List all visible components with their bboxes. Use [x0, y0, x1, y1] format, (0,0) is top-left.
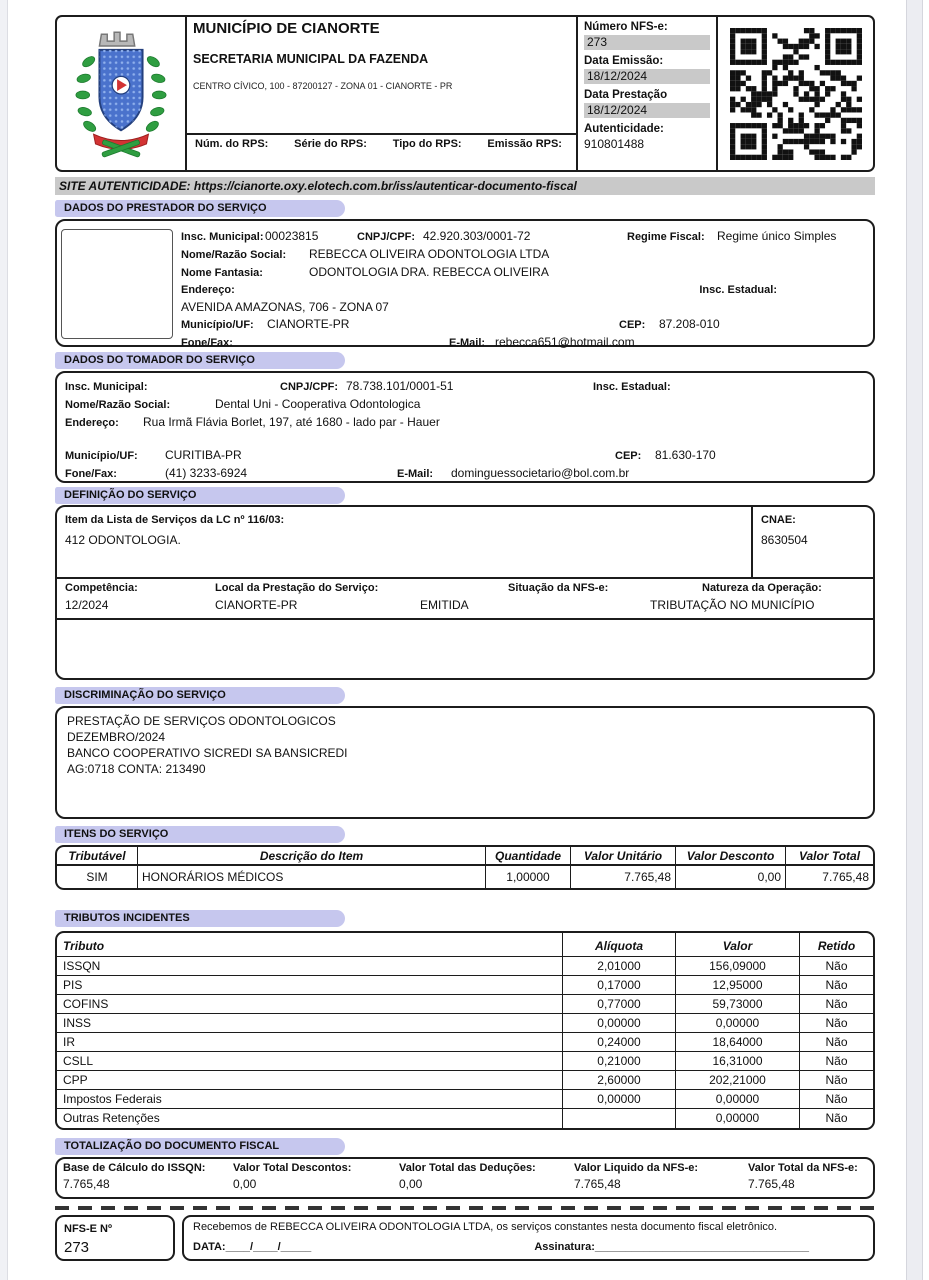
tributo-valor: 0,00000 — [675, 1109, 799, 1128]
discriminacao-line: DEZEMBRO/2024 — [67, 730, 166, 744]
tributo-aliquota: 0,00000 — [562, 1090, 675, 1109]
valor-liquido-label: Valor Liquido da NFS-e: — [574, 1162, 699, 1174]
municipality-logo-cell — [57, 17, 187, 170]
tributo-valor: 0,00000 — [675, 1014, 799, 1033]
col-header-descricao: Descrição do Item — [137, 847, 485, 866]
tomador-municipio-value: CURITIBA-PR — [165, 448, 242, 462]
tomador-cep-value: 81.630-170 — [655, 448, 716, 462]
email-label: E-Mail: — [449, 337, 486, 349]
valor-liquido-value: 7.765,48 — [574, 1177, 621, 1191]
nfse-stub-box — [55, 1215, 175, 1261]
tomador-email-value: dominguessocietario@bol.com.br — [451, 466, 630, 480]
nfse-document — [55, 15, 875, 1261]
section-header-prestador: DADOS DO PRESTADOR DO SERVIÇO — [55, 200, 345, 217]
itens-table — [55, 845, 875, 890]
rps-emission-label: Emissão RPS: — [487, 138, 562, 150]
tributo-retido: Não — [799, 1071, 873, 1090]
scrollbar-track[interactable] — [906, 0, 923, 1280]
tomador-endereco-label: Endereço: — [65, 417, 119, 429]
cep-label: CEP: — [619, 319, 646, 331]
total-deducoes-value: 0,00 — [399, 1177, 423, 1191]
tributo-retido: Não — [799, 1052, 873, 1071]
competencia-label: Competência: — [65, 582, 138, 594]
discriminacao-line: BANCO COOPERATIVO SICREDI SA BANSICREDI — [67, 746, 348, 760]
cnpj-label: CNPJ/CPF: — [357, 231, 416, 243]
col-header-aliquota: Alíquota — [562, 933, 675, 957]
col-header-quantidade: Quantidade — [485, 847, 570, 866]
tributo-retido: Não — [799, 995, 873, 1014]
tributo-valor: 16,31000 — [675, 1052, 799, 1071]
tributo-nome: ISSQN — [57, 957, 562, 976]
page-left-edge — [0, 0, 8, 1280]
tributo-aliquota: 0,77000 — [562, 995, 675, 1014]
coat-of-arms-logo — [72, 24, 170, 164]
tributo-aliquota: 0,17000 — [562, 976, 675, 995]
tomador-insc-municipal-label: Insc. Municipal: — [65, 381, 148, 393]
crown-icon — [99, 32, 134, 46]
provision-date-label: Data Prestação — [584, 89, 668, 101]
tributo-valor: 156,09000 — [675, 957, 799, 976]
competencia-value: 12/2024 — [65, 598, 109, 612]
nfse-stub-label: NFS-E Nº — [64, 1223, 113, 1235]
secretary-name: SECRETARIA MUNICIPAL DA FAZENDA — [193, 52, 429, 66]
tributo-valor: 18,64000 — [675, 1033, 799, 1052]
tributo-retido: Não — [799, 1014, 873, 1033]
item-tributavel: SIM — [86, 870, 108, 884]
col-header-retido: Retido — [799, 933, 873, 957]
service-item-label: Item da Lista de Serviços da LC nº 116/03: — [65, 514, 285, 526]
section-header-tributos: TRIBUTOS INCIDENTES — [55, 910, 345, 927]
natureza-label: Natureza da Operação: — [702, 582, 822, 594]
tomador-fone-label: Fone/Fax: — [65, 468, 117, 480]
section-header-definicao: DEFINIÇÃO DO SERVIÇO — [55, 487, 345, 504]
base-calculo-label: Base de Cálculo do ISSQN: — [63, 1162, 206, 1174]
section-header-tomador: DADOS DO TOMADOR DO SERVIÇO — [55, 352, 345, 369]
tributo-valor: 59,73000 — [675, 995, 799, 1014]
date-blank-label: DATA:____/____/_____ — [193, 1241, 312, 1253]
discriminacao-line: PRESTAÇÃO DE SERVIÇOS ODONTOLOGICOS — [67, 714, 336, 728]
item-quantidade: 1,00000 — [485, 866, 570, 888]
tributo-nome: INSS — [57, 1014, 562, 1033]
cnpj-value: 42.920.303/0001-72 — [423, 229, 531, 243]
total-descontos-label: Valor Total Descontos: — [233, 1162, 352, 1174]
tributo-aliquota: 2,01000 — [562, 957, 675, 976]
tributo-aliquota: 2,60000 — [562, 1071, 675, 1090]
tributo-nome: PIS — [57, 976, 562, 995]
endereco-label: Endereço: — [181, 284, 235, 296]
tributo-aliquota: 0,21000 — [562, 1052, 675, 1071]
receipt-stub — [55, 1215, 875, 1261]
tomador-box — [55, 371, 875, 483]
fone-label: Fone/Fax: — [181, 337, 233, 349]
tributo-nome: CPP — [57, 1071, 562, 1090]
tomador-email-label: E-Mail: — [397, 468, 434, 480]
receipt-box — [182, 1215, 875, 1261]
authenticity-label: Autenticidade: — [584, 123, 664, 135]
tomador-fone-value: (41) 3233-6924 — [165, 466, 248, 480]
situacao-label: Situação da NFS-e: — [508, 582, 609, 594]
local-prestacao-label: Local da Prestação do Serviço: — [215, 582, 379, 594]
total-deducoes-label: Valor Total das Deduções: — [399, 1162, 536, 1174]
emission-date-label: Data Emissão: — [584, 55, 664, 67]
email-value: rebecca651@hotmail.com — [495, 335, 635, 349]
tributo-valor: 12,95000 — [675, 976, 799, 995]
rps-labels-row — [187, 133, 576, 170]
tomador-razao-value: Dental Uni - Cooperativa Odontologica — [215, 397, 421, 411]
nfse-summary — [578, 17, 718, 170]
tributo-retido: Não — [799, 1090, 873, 1109]
service-item-value: 412 ODONTOLOGIA. — [65, 533, 181, 547]
discriminacao-line: AG:0718 CONTA: 213490 — [67, 762, 206, 776]
tributo-valor: 202,21000 — [675, 1071, 799, 1090]
qr-cell — [718, 17, 873, 170]
discriminacao-box — [55, 706, 875, 819]
col-header-unitario: Valor Unitário — [570, 847, 675, 866]
regime-fiscal-value: Regime único Simples — [717, 229, 837, 243]
provision-date-value: 18/12/2024 — [584, 103, 710, 118]
prestador-box — [55, 219, 875, 347]
insc-estadual-label: Insc. Estadual: — [699, 284, 777, 296]
site-authenticity-bar: SITE AUTENTICIDADE: https://cianorte.oxy.elotech.com.br/iss/autenticar-documento-fiscal — [55, 177, 875, 195]
nfse-stub-number: 273 — [64, 1239, 90, 1256]
item-total: 7.765,48 — [785, 866, 873, 888]
tomador-razao-label: Nome/Razão Social: — [65, 399, 171, 411]
municipio-value: CIANORTE-PR — [267, 317, 350, 331]
base-calculo-value: 7.765,48 — [63, 1177, 110, 1191]
nome-fantasia-value: ODONTOLOGIA DRA. REBECCA OLIVEIRA — [309, 265, 549, 279]
col-header-tributavel: Tributável — [57, 847, 137, 866]
rps-number-label: Núm. do RPS: — [195, 138, 269, 150]
item-desconto: 0,00 — [675, 866, 785, 888]
cep-value: 87.208-010 — [659, 317, 720, 331]
emission-date-value: 18/12/2024 — [584, 69, 710, 84]
tributo-retido: Não — [799, 1109, 873, 1128]
nome-fantasia-label: Nome Fantasia: — [181, 267, 263, 279]
cnae-value: 8630504 — [761, 533, 808, 547]
col-header-tributo: Tributo — [57, 933, 562, 957]
tomador-cnpj-label: CNPJ/CPF: — [280, 381, 339, 393]
local-prestacao-value: CIANORTE-PR — [215, 598, 298, 612]
tomador-endereco-value: Rua Irmã Flávia Borlet, 197, até 1680 - lado par - Hauer — [143, 415, 440, 429]
tomador-cnpj-value: 78.738.101/0001-51 — [346, 379, 454, 393]
municipality-address: CENTRO CÍVICO, 100 - 87200127 - ZONA 01 - CIANORTE - PR — [193, 81, 453, 91]
tributo-aliquota: 0,00000 — [562, 1014, 675, 1033]
qr-code — [730, 28, 862, 160]
col-header-desconto: Valor Desconto — [675, 847, 785, 866]
provider-logo-placeholder — [61, 229, 173, 339]
tributo-nome: Outras Retenções — [63, 1111, 160, 1125]
tributo-aliquota: 0,24000 — [562, 1033, 675, 1052]
natureza-value: TRIBUTAÇÃO NO MUNICÍPIO — [650, 598, 815, 612]
document-header — [55, 15, 875, 172]
insc-municipal-label: Insc. Municipal: — [181, 231, 264, 243]
tomador-cep-label: CEP: — [615, 450, 642, 462]
dashed-separator — [55, 1206, 875, 1210]
municipality-name: MUNICÍPIO DE CIANORTE — [193, 20, 380, 37]
valor-total-label: Valor Total da NFS-e: — [748, 1162, 858, 1174]
authenticity-value: 910801488 — [584, 137, 645, 151]
tributo-retido: Não — [799, 976, 873, 995]
total-descontos-value: 0,00 — [233, 1177, 257, 1191]
insc-municipal-value: 00023815 — [265, 229, 319, 243]
tributo-nome: COFINS — [57, 995, 562, 1014]
section-header-discriminacao: DISCRIMINAÇÃO DO SERVIÇO — [55, 687, 345, 704]
section-header-itens: ITENS DO SERVIÇO — [55, 826, 345, 843]
tributo-valor: 0,00000 — [675, 1090, 799, 1109]
tributos-table — [55, 931, 875, 1130]
definicao-box — [55, 505, 875, 680]
valor-total-value: 7.765,48 — [748, 1177, 795, 1191]
item-descricao: HONORÁRIOS MÉDICOS — [137, 866, 485, 888]
section-header-totalizacao: TOTALIZAÇÃO DO DOCUMENTO FISCAL — [55, 1138, 345, 1155]
signature-blank-label: Assinatura:___________________________________ — [534, 1241, 809, 1253]
tributo-retido: Não — [799, 1033, 873, 1052]
tributo-aliquota — [562, 1109, 675, 1128]
razao-social-label: Nome/Razão Social: — [181, 249, 287, 261]
col-header-total: Valor Total — [785, 847, 873, 866]
tributo-retido: Não — [799, 957, 873, 976]
tomador-municipio-label: Município/UF: — [65, 450, 138, 462]
nfse-number-label: Número NFS-e: — [584, 21, 668, 33]
col-header-valor: Valor — [675, 933, 799, 957]
item-unitario: 7.765,48 — [570, 866, 675, 888]
regime-fiscal-label: Regime Fiscal: — [627, 231, 705, 243]
tributo-nome: IR — [57, 1033, 562, 1052]
rps-series-label: Série do RPS: — [294, 138, 367, 150]
cnae-label: CNAE: — [761, 514, 796, 526]
razao-social-value: REBECCA OLIVEIRA ODONTOLOGIA LTDA — [309, 247, 550, 261]
receipt-text: Recebemos de REBECCA OLIVEIRA ODONTOLOGIA LTDA, os serviços constantes nesta documento fiscal eletrônico. — [193, 1221, 778, 1233]
municipality-info — [187, 17, 578, 170]
totalizacao-box — [55, 1157, 875, 1199]
endereco-value: AVENIDA AMAZONAS, 706 - ZONA 07 — [181, 300, 389, 314]
nfse-number-value: 273 — [584, 35, 710, 50]
tomador-insc-estadual-label: Insc. Estadual: — [593, 381, 671, 393]
tributo-nome: Impostos Federais — [57, 1090, 562, 1109]
situacao-value: EMITIDA — [420, 598, 469, 612]
municipio-label: Município/UF: — [181, 319, 254, 331]
tributo-nome: CSLL — [57, 1052, 562, 1071]
rps-type-label: Tipo do RPS: — [392, 138, 462, 150]
